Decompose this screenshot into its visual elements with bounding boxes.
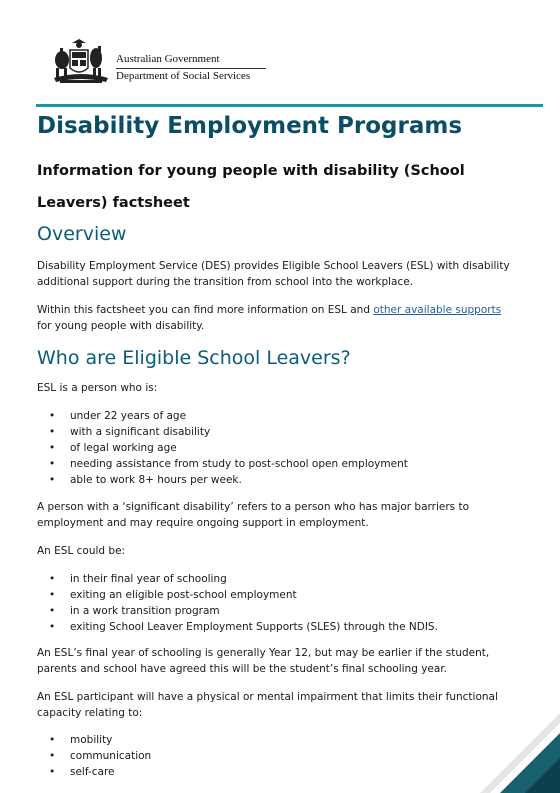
significant-disability-paragraph: A person with a ‘significant disability’ refers to a person who has major barriers to employment and may require ongoing support in employment. [37,501,469,529]
title-rule [36,104,543,107]
corner-decoration [450,713,560,793]
list-item: • self-care [37,764,517,780]
esl-intro: ESL is a person who is: [37,382,158,394]
list-item: • needing assistance from study to post-school open employment [37,456,517,472]
subtitle-line-1: Information for young people with disability (School [37,163,465,179]
gov-line-1: Australian Government [116,53,220,65]
government-logo [50,38,290,88]
page-title: Disability Employment Programs [37,113,463,139]
list-item: • mobility [37,732,517,748]
logo-divider [116,68,266,69]
coat-of-arms-icon [50,38,112,86]
list-item: • under 22 years of age [37,408,517,424]
esl-options-list [37,571,517,635]
list-item: • of legal working age [37,440,517,456]
list-item: • exiting an eligible post-school employment [37,587,517,603]
final-year-paragraph: An ESL’s final year of schooling is generally Year 12, but may be earlier if the student, parents and school have agreed this will be the student’s final schooling year. [37,647,490,675]
esl-criteria-list [37,408,517,488]
impairment-paragraph: An ESL participant will have a physical or mental impairment that limits their functional capacity relating to: [37,691,498,719]
overview-paragraph-1: Disability Employment Service (DES) provides Eligible School Leavers (ESL) with disability additional support during the transition from school into the workplace. [37,260,510,288]
list-item: • exiting School Leaver Employment Supports (SLES) through the NDIS. [37,619,517,635]
overview-para2-text: Within this factsheet you can find more information on ESL and [37,304,374,316]
list-item: • communication [37,748,517,764]
list-item: • able to work 8+ hours per week. [37,472,517,488]
factsheet-body [37,108,517,780]
who-heading: Who are Eligible School Leavers? [37,347,351,369]
overview-heading: Overview [37,223,127,245]
list-item: • in a work transition program [37,603,517,619]
list-item: • in their final year of schooling [37,571,517,587]
subtitle-line-2: Leavers) factsheet [37,195,190,211]
other-supports-link[interactable]: other available supports [373,304,502,316]
gov-line-2: Department of Social Services [116,70,251,82]
page-subtitle [37,155,517,219]
esl-could-be: An ESL could be: [37,545,126,557]
overview-para2-end: for young people with disability. [37,320,205,332]
capacity-list [37,732,517,780]
list-item: • with a significant disability [37,424,517,440]
overview-paragraph-2 [37,302,517,334]
